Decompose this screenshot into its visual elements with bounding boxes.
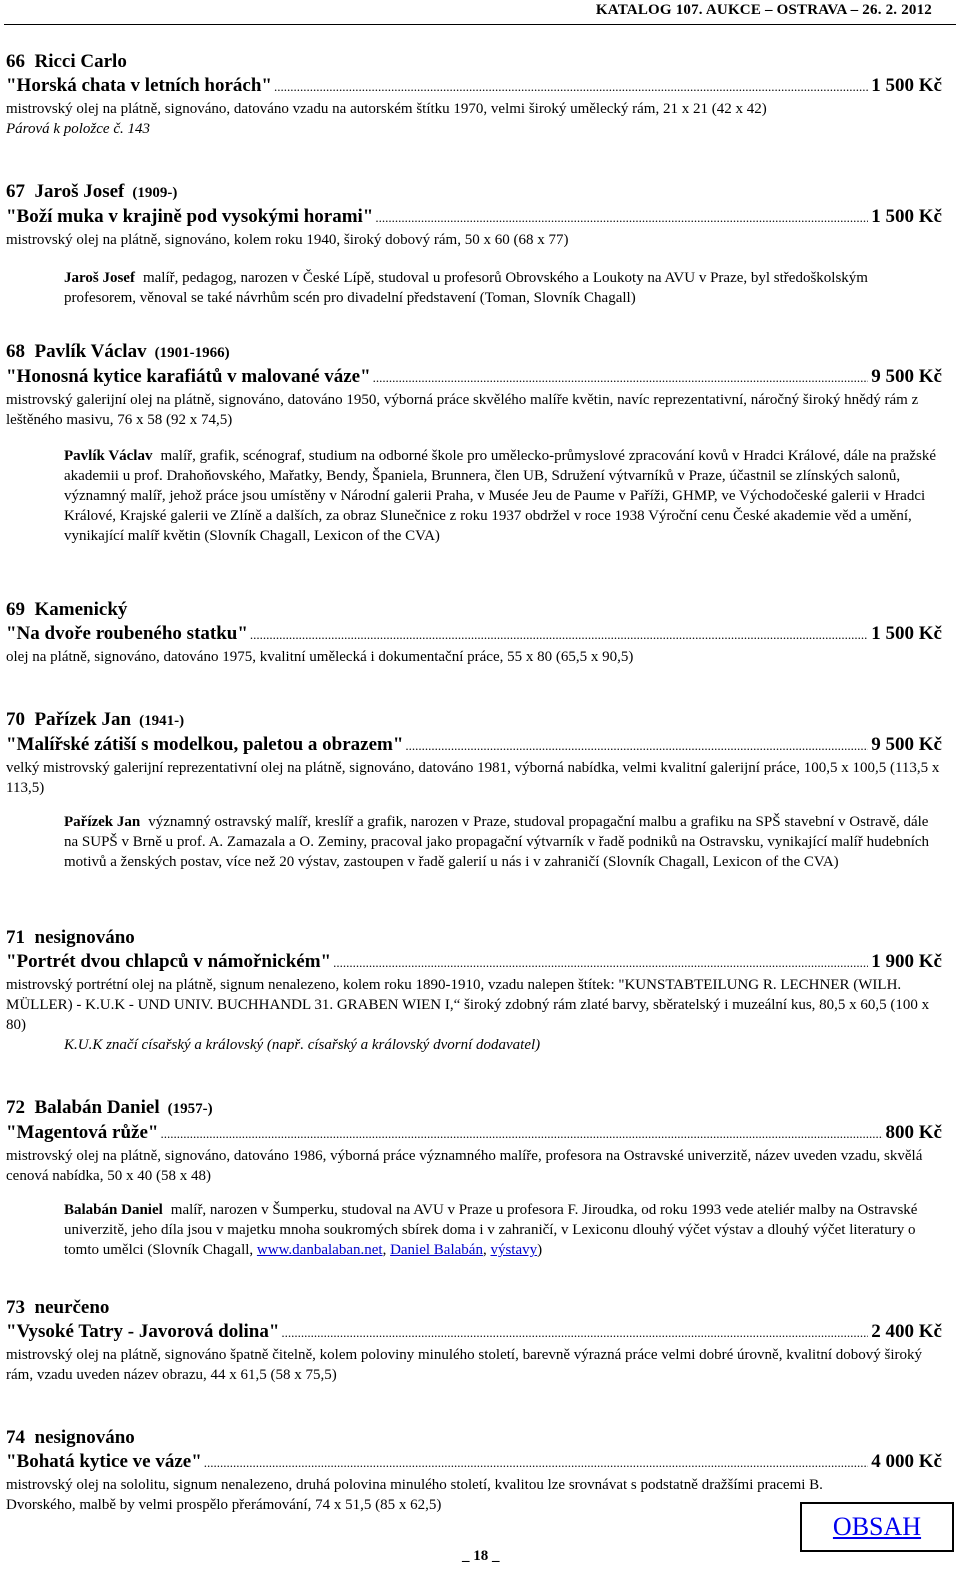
- lot-author: Ricci Carlo: [34, 51, 127, 72]
- lot-71: [6, 926, 942, 1055]
- lot-description: mistrovský olej na sololitu, signum nenalezeno, druhá polovina minulého století, kvalitou lze srovnávat s podstatně dražšími pracemi B. Dvorského, malbě by velmi prospělo přerámování, 74 x 51,5 (85 x 62,5): [6, 1477, 823, 1513]
- artist-bio: [64, 446, 942, 546]
- lot-author: Jaroš Josef: [34, 181, 125, 202]
- lot-description: mistrovský olej na plátně, signováno, datováno vzadu na autorském štítku 1970, velmi široký umělecký rám, 21 x 21 (42 x 42): [6, 101, 767, 117]
- artist-bio: [64, 812, 942, 872]
- lot-description: olej na plátně, signováno, datováno 1975, kvalitní umělecká i dokumentační práce, 55 x 80 (65,5 x 90,5): [6, 649, 634, 665]
- lot-description: mistrovský olej na plátně, signováno, datováno 1986, výborná práce významného malíře, profesora na Ostravské univerzitě, název uveden vzadu, skvělá cenová nabídka, 50 x 40 (58 x 48): [6, 1148, 923, 1184]
- lot-note: K.U.K značí císařský a královský (např. císařský a královský dvorní dodavatel): [64, 1037, 541, 1053]
- page-number: _ 18 _: [462, 1548, 500, 1564]
- lot-70: [6, 708, 942, 872]
- link-artist[interactable]: Daniel Balabán: [390, 1242, 483, 1258]
- bio-name: Jaroš Josef: [64, 270, 135, 286]
- lot-price: 1 500 Kč: [871, 75, 942, 96]
- lot-68: [6, 340, 942, 546]
- lot-72: [6, 1096, 942, 1260]
- lot-number: 69: [6, 599, 25, 620]
- lot-years: (1909-): [132, 185, 178, 201]
- lot-title: "Honosná kytice karafiátů v malované váze": [6, 366, 371, 387]
- lot-title: "Na dvoře roubeného statku": [6, 623, 248, 644]
- lot-number: 73: [6, 1297, 25, 1318]
- obsah-link[interactable]: OBSAH: [832, 1512, 922, 1541]
- lot-66: [6, 50, 942, 139]
- bio-name: Pařízek Jan: [64, 814, 141, 830]
- lot-price: 4 000 Kč: [871, 1451, 942, 1472]
- lot-years: (1941-): [139, 713, 185, 729]
- lot-number: 67: [6, 181, 25, 202]
- lot-number: 70: [6, 709, 25, 730]
- lot-author: Kamenický: [34, 599, 128, 620]
- lot-price: 1 900 Kč: [871, 951, 942, 972]
- lot-author: Pařízek Jan: [34, 709, 132, 730]
- bio-text: malíř, grafik, scénograf, studium na odborné škole pro umělecko-průmyslové zpracování kovů v Hradci Králové, dále na pražské akademii u prof. Drahoňovského, Mařatky, Bendy, Španiela, Brunnera, člen UB, Sdružení výtvarníků v Praze, účastnil se zlínských salonů, významný malíř, jehož práce jsou umístěny v Národní galerii Praha, v Musée Jeu de Paume v Paříži, GHMP, ve Východočeské galerii v Hradci Králové, Krajské galerii ve Zlíně a dalších, za obraz Slunečnice z roku 1937 obdržel v roce 1938 Výroční cenu České akademie věd a umění, vynikající malíř květin (Slovník Chagall, Lexicon of the CVA): [64, 448, 937, 544]
- lot-price: 2 400 Kč: [871, 1321, 942, 1342]
- lot-title: "Malířské zátiší s modelkou, paletou a obrazem": [6, 734, 404, 755]
- lot-description: mistrovský olej na plátně, signováno, kolem roku 1940, široký dobový rám, 50 x 60 (68 x 77): [6, 232, 569, 248]
- link-exhibitions[interactable]: výstavy: [490, 1242, 538, 1258]
- lot-price: 9 500 Kč: [871, 366, 942, 387]
- lot-author: Pavlík Václav: [34, 341, 147, 362]
- lot-number: 66: [6, 51, 25, 72]
- lot-description: velký mistrovský galerijní reprezentativní olej na plátně, signováno, datováno 1981, výborná nabídka, velmi kvalitní galerijní práce, 100,5 x 100,5 (113,5 x 113,5): [6, 760, 940, 796]
- lot-69: [6, 598, 942, 667]
- lot-title: "Bohatá kytice ve váze": [6, 1451, 202, 1472]
- link-website[interactable]: www.danbalaban.net: [256, 1242, 383, 1258]
- lot-title: "Magentová růže": [6, 1122, 159, 1143]
- lot-description: mistrovský olej na plátně, signováno špatně čitelně, kolem poloviny minulého století, barevně výrazná práce velmi dobré úrovně, kvalitní dobový široký rám, vzadu uveden název obrazu, 44 x 61,5 (58 x 75,5): [6, 1347, 923, 1383]
- lot-author: nesignováno: [34, 927, 135, 948]
- lot-author: Balabán Daniel: [34, 1097, 160, 1118]
- lot-price: 800 Kč: [885, 1122, 942, 1143]
- lot-description: mistrovský portrétní olej na plátně, signum nenalezeno, kolem roku 1890-1910, vzadu nalepen štítek: "KUNSTABTEILUNG R. LECHNER (WILH. MÜLLER) - K.U.K - UND UNIV. BUCHHANDL 31. GRABEN WIEN I,“ široký zdobný rám zlaté barvy, sběratelský i muzeální kus, 80,5 x 60,5 (100 x 80): [6, 977, 930, 1033]
- lot-years: (1957-): [167, 1101, 213, 1117]
- bio-text: malíř, pedagog, narozen v České Lípě, studoval u profesorů Obrovského a Loukoty na AVU v Praze, byl středoškolským profesorem, věnoval se také návrhům scén pro divadelní představení (Toman, Slovník Chagall): [64, 270, 868, 306]
- lot-number: 68: [6, 341, 25, 362]
- header-rule: [4, 24, 956, 25]
- lot-author: neurčeno: [34, 1297, 110, 1318]
- lot-price: 1 500 Kč: [871, 206, 942, 227]
- lot-title: "Vysoké Tatry - Javorová dolina": [6, 1321, 280, 1342]
- lot-years: (1901-1966): [154, 345, 230, 361]
- lot-description: mistrovský galerijní olej na plátně, signováno, datováno 1950, výborná práce skvělého malíře květin, navíc reprezentativní, náročný široký hnědý rám z leštěného masivu, 76 x 58 (92 x 74,5): [6, 392, 919, 428]
- lot-number: 71: [6, 927, 25, 948]
- lot-title: "Portrét dvou chlapců v námořnickém": [6, 951, 332, 972]
- lot-title: "Boží muka v krajině pod vysokými horami": [6, 206, 374, 227]
- lot-67: [6, 180, 942, 308]
- lot-title: "Horská chata v letních horách": [6, 75, 272, 96]
- bio-text: významný ostravský malíř, kreslíř a grafik, narozen v Praze, studoval propagační malbu a grafiku na SPŠ stavební v Ostravě, dále na SUPŠ v Brně u prof. A. Zamazala a O. Zeminy, pracoval jako propagační výtvarník v řadě podniků na Ostravsku, vynikající malíř hudebních motivů a ženských postav, více než 20 výstav, zastoupen v řadě galerií u nás i v zahraničí (Slovník Chagall, Lexicon of the CVA): [64, 814, 930, 870]
- bio-name: Pavlík Václav: [64, 448, 153, 464]
- bio-name: Balabán Daniel: [64, 1202, 163, 1218]
- lot-73: [6, 1296, 942, 1385]
- bio-text: malíř, narozen v Šumperku, studoval na AVU v Praze u profesora F. Jiroudka, od roku 1993 vede ateliér malby na Ostravské univerzitě, jeho díla jsou v majetku mnoha soukromých sbírek doma i v zahraničí, v Lexiconu dlouhý výčet výstav a dlouhý výčet literatury o tomto umělci (Slovník Chagall,: [64, 1202, 918, 1258]
- artist-bio: [64, 268, 942, 308]
- lot-number: 74: [6, 1427, 25, 1448]
- obsah-button[interactable]: [800, 1502, 954, 1552]
- lot-number: 72: [6, 1097, 25, 1118]
- lot-price: 1 500 Kč: [871, 623, 942, 644]
- lot-price: 9 500 Kč: [871, 734, 942, 755]
- lot-note: Párová k položce č. 143: [6, 121, 150, 137]
- lot-author: nesignováno: [34, 1427, 135, 1448]
- artist-bio: Balabán Daniel malíř, narozen v Šumperku, studoval na AVU v Praze u profesora F. Jiroudka, od roku 1993 vede ateliér malby na Ostravské univerzitě, jeho díla jsou v majetku mnoha soukromých sbírek doma i v zahraničí, v Lexiconu dlouhý výčet výstav a dlouhý výčet literatury o tomto umělci (Slovník Chagall, www.danbalaban.net, Daniel Balabán, výstavy): [64, 1202, 918, 1258]
- catalog-header: KATALOG 107. AUKCE – OSTRAVA – 26. 2. 2012: [595, 2, 932, 18]
